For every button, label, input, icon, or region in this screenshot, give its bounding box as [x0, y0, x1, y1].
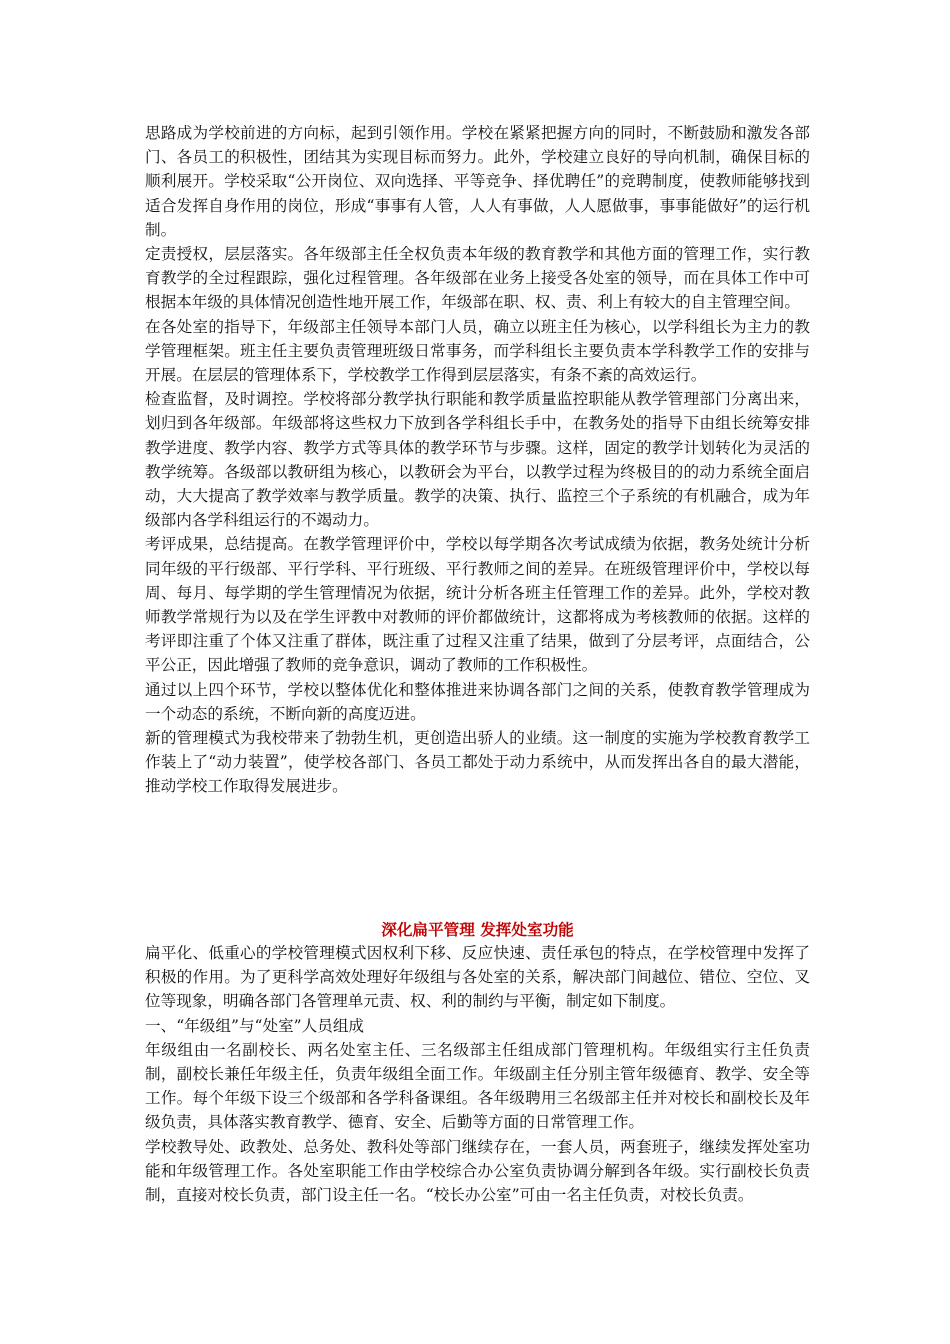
section-title: 深化扁平管理 发挥处室功能	[381, 920, 574, 939]
paragraph: 定责授权，层层落实。各年级部主任全权负责本年级的教育教学和其他方面的管理工作，实行教育教学的全过程跟踪，强化过程管理。各年级部在业务上接受各处室的领导，而在具体工作中可根据本年级的具体情况创造性地开展工作，年级部在职、权、责、利上有较大的自主管理空间。	[145, 245, 810, 312]
paragraph: 年级组由一名副校长、两名处室主任、三名级部主任组成部门管理机构。年级组实行主任负责制，副校长兼任年级主任，负责年级组全面工作。年级副主任分别主管年级德育、教学、安全等工作。每个年级下设三个级部和各学科备课组。各年级聘用三名级部主任并对校长和副校长及年级负责，具体落实教育教学、德育、安全、后勤等方面的日常管理工作。	[145, 1040, 810, 1132]
paragraph: 思路成为学校前进的方向标，起到引领作用。学校在紧紧把握方向的同时，不断鼓励和激发各部门、各员工的积极性，团结其为实现目标而努力。此外，学校建立良好的导向机制，确保目标的顺利展开。学校采取“公开岗位、双向选择、平等竞争、择优聘任”的竞聘制度，使教师能够找到适合发挥自身作用的岗位，形成“事事有人管，人人有事做，人人愿做事，事事能做好”的运行机制。	[145, 124, 810, 239]
paragraph: 检查监督，及时调控。学校将部分教学执行职能和教学质量监控职能从教学管理部门分离出来，划归到各年级部。年级部将这些权力下放到各学科组长手中，在教务处的指导下由组长统筹安排教学进度、教学内容、教学方式等具体的教学环节与步骤。这样，固定的教学计划转化为灵活的教学统筹。各级部以教研组为核心，以教研会为平台，以教学过程为终极目的的动力系统全面启动，大大提高了教学效率与教学质量。教学的决策、执行、监控三个子系统的有机融合，成为年级部内各学科组运行的不竭动力。	[145, 390, 810, 530]
paragraph: 扁平化、低重心的学校管理模式因权利下移、反应快速、责任承包的特点，在学校管理中发挥了积极的作用。为了更科学高效处理好年级组与各处室的关系，解决部门间越位、错位、空位、叉位等现象，明确各部门各管理单元责、权、利的制约与平衡，制定如下制度。	[145, 944, 810, 1011]
paragraph: 学校教导处、政教处、总务处、教科处等部门继续存在，一套人员，两套班子，继续发挥处室功能和年级管理工作。各处室职能工作由学校综合办公室负责协调分解到各年级。实行副校长负责制，直接对校长负责，部门设主任一名。“校长办公室”可由一名主任负责，对校长负责。	[145, 1137, 810, 1205]
subheading: 一、“年级组”与“处室”人员组成	[145, 1016, 365, 1035]
paragraph: 考评成果，总结提高。在教学管理评价中，学校以每学期各次考试成绩为依据，教务处统计分析同年级的平行级部、平行学科、平行班级、平行教师之间的差异。在班级管理评价中，学校以每周、每月、每学期的学生管理情况为依据，统计分析各班主任管理工作的差异。此外，学校对教师教学常规行为以及在学生评教中对教师的评价都做统计，这都将成为考核教师的依据。这样的考评即注重了个体又注重了群体，既注重了过程又注重了结果，做到了分层考评，点面结合，公平公正，因此增强了教师的竞争意识，调动了教师的工作积极性。	[145, 535, 810, 675]
paragraph: 通过以上四个环节，学校以整体优化和整体推进来协调各部门之间的关系，使教育教学管理成为一个动态的系统，不断向新的高度迈进。	[145, 680, 810, 723]
section-text	[145, 941, 810, 1207]
paragraph: 新的管理模式为我校带来了勃勃生机，更创造出骄人的业绩。这一制度的实施为学校教育教学工作装上了“动力装置”，使学校各部门、各员工都处于动力系统中，从而发挥出各自的最大潜能，推动学校工作取得发展进步。	[145, 729, 810, 796]
paragraph: 在各处室的指导下，年级部主任领导本部门人员，确立以班主任为核心，以学科组长为主力的教学管理框架。班主任主要负责管理班级日常事务，而学科组长主要负责本学科教学工作的安排与开展。在层层的管理体系下，学校教学工作得到层层落实，有条不紊的高效运行。	[145, 317, 810, 385]
continuation-text	[145, 121, 810, 799]
